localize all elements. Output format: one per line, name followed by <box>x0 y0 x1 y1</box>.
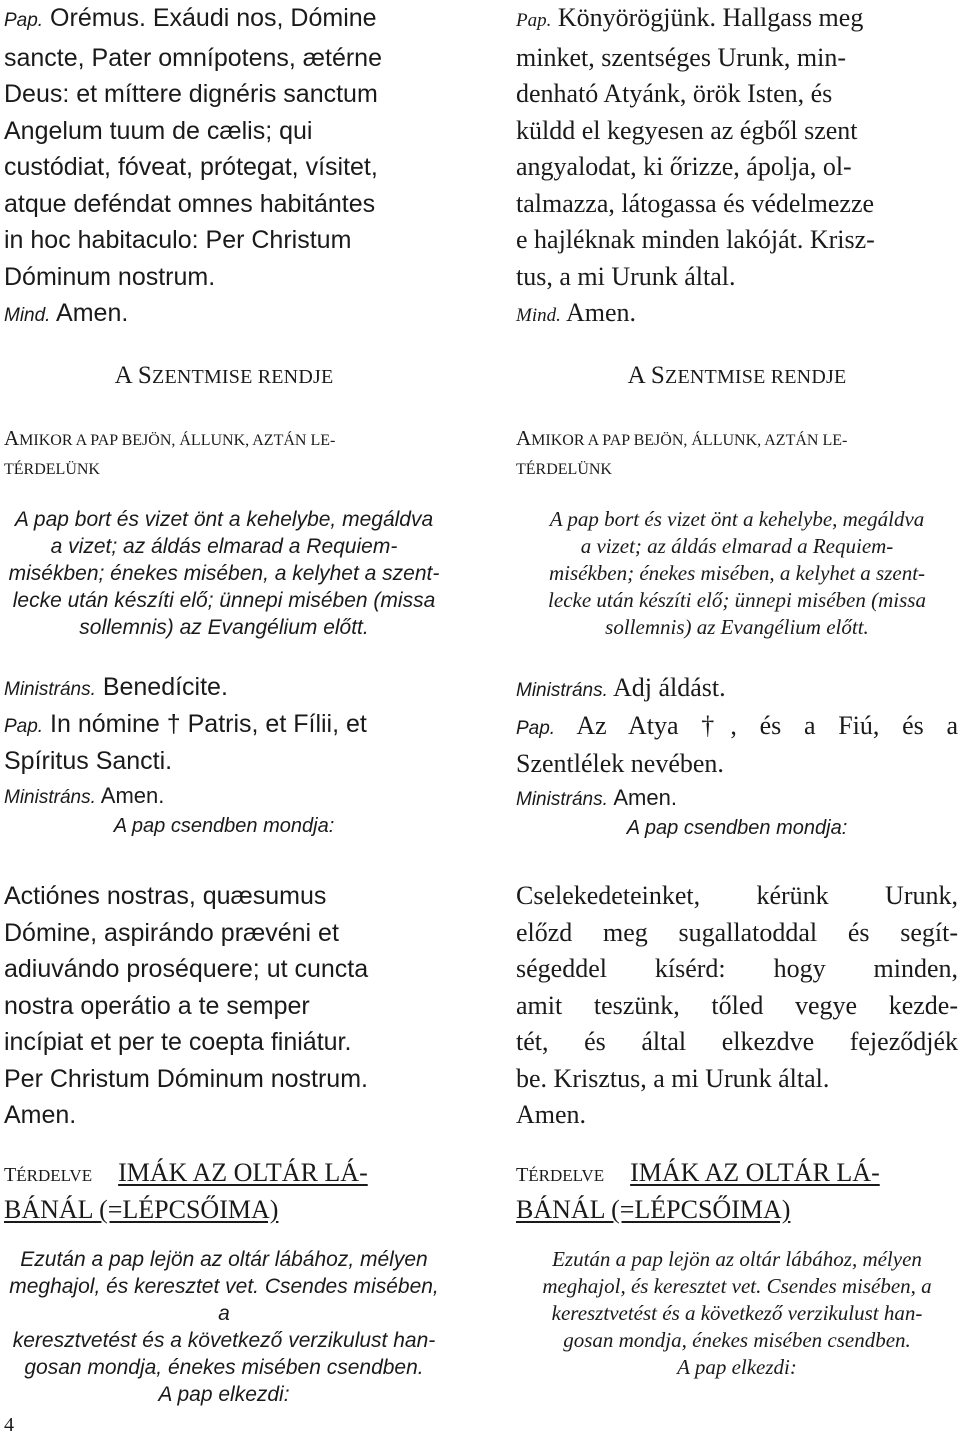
prayer-line: talmazza, látogassa és védelmezze <box>516 188 875 218</box>
rubric-line: sollemnis) az Evangélium előtt. <box>79 616 369 639</box>
prayer-line: Amen. <box>516 1100 587 1129</box>
section-heading <box>516 1156 958 1227</box>
prayer-line: incípiat et per te coepta finiátur. <box>4 1028 352 1056</box>
prayer-line: custódiat, fóveat, prótegat, vísitet, <box>4 153 378 181</box>
prayer-line: küldd el kegyesen az égből szent <box>516 115 858 145</box>
prayer-line: Actiónes nostras, quæsumus <box>4 882 327 910</box>
prayer-text: Könyörögjünk. Hallgass meg <box>557 3 864 32</box>
rubric-block <box>4 1246 444 1408</box>
section-title-text: IMÁK AZ OLTÁR LÁ- <box>118 1158 368 1187</box>
prayer-line: sancte, Pater omnípotens, ætérne <box>4 43 382 72</box>
speaker-label: Ministráns. <box>516 680 608 701</box>
rubric-line: meghajol, és keresztet vet. Csendes misében, a <box>542 1274 932 1298</box>
prayer-line: Per Christum Dóminum nostrum. <box>4 1064 368 1093</box>
section-lead-initial: T <box>516 1164 529 1186</box>
prayer-line: Amen. <box>4 1101 77 1129</box>
rubric-line: lecke után készíti elő; ünnepi misében (missa <box>12 589 436 612</box>
speaker-label: Ministráns. <box>4 679 96 700</box>
dialogue-text: In nómine † Patris, et Fílii, et <box>50 710 367 738</box>
rubric-line: misékben; énekes misében, a kelyhet a szent- <box>548 561 926 585</box>
speaker-label: Mind. <box>4 305 51 326</box>
oremus-line <box>4 0 444 40</box>
prayer-line: atque deféndat omnes habitántes <box>4 189 376 218</box>
section-title <box>4 362 444 390</box>
response-text: Amen. <box>56 299 129 327</box>
oremus-line <box>516 0 958 40</box>
prayer-line: Deus: et míttere dignéris sanctum <box>4 80 378 108</box>
rubric-line: Ezután a pap lejön az oltár lábához, mélyen <box>552 1247 922 1271</box>
section-title-text: IMÁK AZ OLTÁR LÁ- <box>630 1158 880 1187</box>
prayer-line: Dóminum nostrum. <box>4 262 216 291</box>
rubric-line: A pap elkezdi: <box>677 1355 797 1379</box>
rubric-line: meghajol, és keresztet vet. Csendes misében, a <box>9 1275 439 1325</box>
rubric-line: a vizet; az áldás elmarad a Requiem- <box>50 535 398 558</box>
dialogue-text: Az Atya †, és a Fiú, és a <box>576 711 958 740</box>
section-title-text: BÁNÁL (=LÉPCSŐIMA) <box>516 1195 791 1224</box>
section-lead: ÉRDELVE <box>528 1166 605 1185</box>
prayer-line: amit teszünk, tőled vegye kezde- <box>516 990 958 1020</box>
rubric-line: Ezután a pap lejön az oltár lábához, mélyen <box>20 1248 428 1271</box>
prayer-block <box>4 878 444 1134</box>
rubric-block <box>516 1246 958 1381</box>
rubric-heading <box>4 424 444 484</box>
rubric-line: gosan mondja, énekes misében csendben. <box>24 1356 424 1379</box>
rubric-heading <box>516 424 958 484</box>
prayer-line: adiuvándo proséquere; ut cuncta <box>4 955 369 983</box>
dialogue-text: Szentlélek nevében. <box>516 749 724 778</box>
prayer-line: nostra operátio a te semper <box>4 991 310 1020</box>
title-rest: ZENTMISE RENDJE <box>665 366 847 388</box>
prayer-text: Orémus. Exáudi nos, Dómine <box>50 4 377 32</box>
prayer-block <box>516 878 958 1134</box>
dialogue-text: Spíritus Sancti. <box>4 747 173 775</box>
rubric-line: keresztvetést és a következő verzikulust han- <box>551 1301 923 1325</box>
speaker-label: Pap. <box>4 10 44 31</box>
speaker-label: Pap. <box>4 716 44 737</box>
section-lead: ÉRDELVE <box>16 1166 93 1185</box>
rubric-line: A pap bort és vizet önt a kehelybe, megáldva <box>14 508 434 531</box>
dialogue-text: Amen. <box>100 783 165 808</box>
prayer-line: denható Atyánk, örök Isten, és <box>516 79 833 108</box>
prayer-line: Cselekedeteinket, kérünk Urunk, <box>516 881 958 910</box>
prayer-line: minket, szentséges Urunk, min- <box>516 42 846 72</box>
heading-text: MIKOR A PAP BEJÖN, ÁLLUNK, AZTÁN LE- <box>19 432 336 449</box>
heading-text: TÉRDELÜNK <box>516 461 612 478</box>
response-line <box>4 295 444 335</box>
speaker-label: Pap. <box>516 718 556 739</box>
prayer-line: ségeddel kísérd: hogy minden, <box>516 954 958 983</box>
dialogue-block <box>4 670 444 838</box>
heading-initial: A <box>4 426 20 450</box>
dialogue-block <box>516 670 958 840</box>
dialogue-text: Adj áldást. <box>612 673 726 702</box>
speaker-label: Ministráns. <box>516 789 608 810</box>
speaker-label: Pap. <box>516 10 552 31</box>
section-heading <box>4 1156 444 1227</box>
prayer-line: előzd meg sugallatoddal és segít- <box>516 917 958 947</box>
oremus-block <box>4 0 444 335</box>
prayer-line: be. Krisztus, a mi Urunk által. <box>516 1063 830 1093</box>
rubric-line: misékben; énekes misében, a kelyhet a szent- <box>8 562 440 585</box>
heading-text: MIKOR A PAP BEJÖN, ÁLLUNK, AZTÁN LE- <box>531 432 848 449</box>
heading-text: TÉRDELÜNK <box>4 461 100 478</box>
section-title <box>516 362 958 390</box>
section-title-text: BÁNÁL (=LÉPCSŐIMA) <box>4 1195 279 1224</box>
speaker-label: Ministráns. <box>4 787 96 808</box>
response-text: Amen. <box>565 298 636 327</box>
dialogue-text: Amen. <box>613 785 677 810</box>
rubric-line: keresztvetést és a következő verzikulust han- <box>12 1329 436 1352</box>
rubric-line: sollemnis) az Evangélium előtt. <box>605 615 869 639</box>
rubric-line: gosan mondja, énekes misében csendben. <box>563 1328 911 1352</box>
prayer-line: tét, és által elkezdve fejeződjék <box>516 1027 958 1056</box>
rubric-line: lecke után készíti elő; ünnepi misében (missa <box>548 588 926 612</box>
rubric-block <box>516 506 958 641</box>
dialogue-text: Benedícite. <box>102 673 228 701</box>
prayer-line: Dómine, aspirándo prævéni et <box>4 918 339 947</box>
prayer-line: angyalodat, ki őrizze, ápolja, ol- <box>516 152 852 181</box>
oremus-block <box>516 0 958 335</box>
rubric-note: A pap csendben mondja: <box>626 817 848 839</box>
heading-initial: A <box>516 426 532 450</box>
rubric-note: A pap csendben mondja: <box>113 815 335 837</box>
section-lead-initial: T <box>4 1164 17 1186</box>
prayer-line: Angelum tuum de cælis; qui <box>4 116 313 145</box>
rubric-line: A pap bort és vizet önt a kehelybe, megáldva <box>549 507 925 531</box>
title-rest: ZENTMISE RENDJE <box>152 366 334 388</box>
prayer-line: tus, a mi Urunk által. <box>516 261 736 291</box>
speaker-label: Mind. <box>516 305 561 326</box>
rubric-block <box>4 506 444 641</box>
rubric-line: A pap elkezdi: <box>158 1383 290 1406</box>
prayer-line: in hoc habitaculo: Per Christum <box>4 226 352 254</box>
title-initials: A S <box>114 362 153 389</box>
response-line <box>516 295 958 335</box>
title-initials: A S <box>627 362 666 389</box>
rubric-line: a vizet; az áldás elmarad a Requiem- <box>580 534 894 558</box>
prayer-line: e hajléknak minden lakóját. Krisz- <box>516 225 875 254</box>
page-number: 4 <box>4 1414 14 1436</box>
